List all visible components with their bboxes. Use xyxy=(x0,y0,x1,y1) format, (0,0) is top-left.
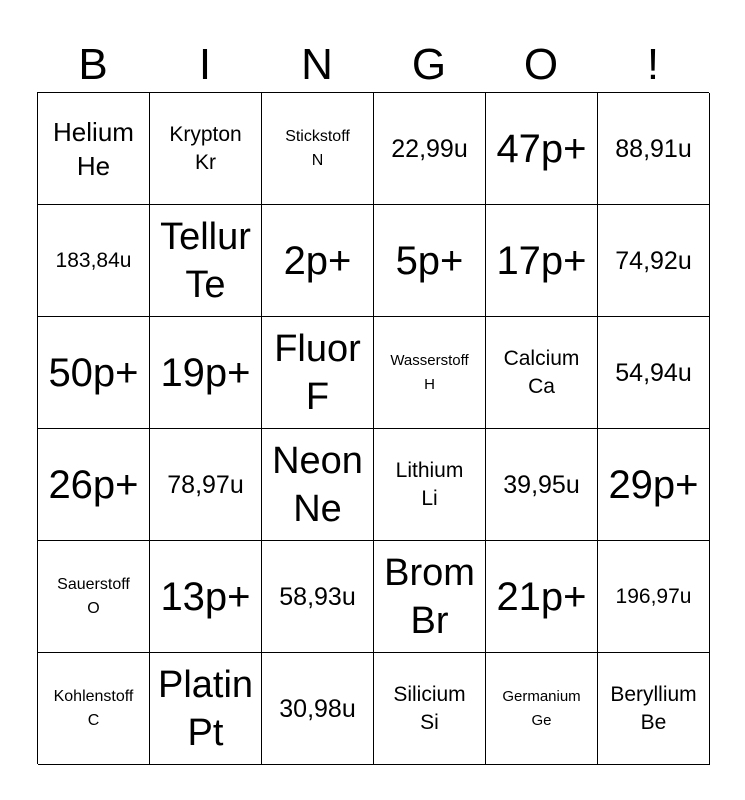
cell-primary-text: Platin xyxy=(157,663,254,706)
bingo-cell[interactable] xyxy=(38,541,150,653)
cell-symbol-text: Pt xyxy=(187,711,224,754)
bingo-cell[interactable] xyxy=(38,429,150,541)
cell-primary-text: 54,94u xyxy=(615,358,692,387)
cell-symbol-text: Ca xyxy=(528,374,555,398)
bingo-cell[interactable] xyxy=(150,653,262,765)
bingo-cell[interactable] xyxy=(262,653,374,765)
bingo-cell[interactable] xyxy=(598,429,710,541)
bingo-cell[interactable] xyxy=(150,317,262,429)
cell-primary-text: Sauerstoff xyxy=(57,575,130,593)
cell-symbol-text: Te xyxy=(185,263,226,306)
cell-primary-text: 26p+ xyxy=(48,462,139,507)
bingo-cell[interactable] xyxy=(374,429,486,541)
bingo-cell[interactable] xyxy=(38,93,150,205)
cell-primary-text: 183,84u xyxy=(55,248,132,272)
cell-primary-text: 19p+ xyxy=(160,350,251,395)
cell-symbol-text: C xyxy=(87,711,100,729)
cell-symbol-text: He xyxy=(76,150,111,181)
cell-symbol-text: Be xyxy=(640,710,667,734)
cell-primary-text: 50p+ xyxy=(48,350,139,395)
bingo-cell[interactable] xyxy=(598,653,710,765)
header-letter-exclamation: ! xyxy=(646,40,660,89)
bingo-cell[interactable] xyxy=(150,205,262,317)
cell-primary-text: Tellur xyxy=(160,215,251,258)
bingo-cell[interactable] xyxy=(150,541,262,653)
cell-symbol-text: Si xyxy=(420,710,439,734)
cell-primary-text: 58,93u xyxy=(279,582,356,611)
bingo-cell[interactable] xyxy=(38,317,150,429)
bingo-cell[interactable] xyxy=(374,317,486,429)
bingo-grid xyxy=(37,92,709,764)
cell-primary-text: 196,97u xyxy=(615,584,692,608)
cell-primary-text: Silicium xyxy=(393,682,466,706)
cell-symbol-text: Ne xyxy=(293,487,342,530)
bingo-header xyxy=(37,38,709,92)
bingo-cell[interactable] xyxy=(486,541,598,653)
cell-primary-text: 2p+ xyxy=(283,238,352,283)
bingo-cell[interactable] xyxy=(486,205,598,317)
cell-primary-text: Calcium xyxy=(503,346,580,370)
header-letter-g: G xyxy=(411,40,447,89)
cell-primary-text: 21p+ xyxy=(496,574,587,619)
bingo-cell[interactable] xyxy=(374,93,486,205)
cell-primary-text: Helium xyxy=(53,116,134,147)
bingo-cell[interactable] xyxy=(486,93,598,205)
bingo-cell[interactable] xyxy=(150,429,262,541)
cell-primary-text: 78,97u xyxy=(167,470,244,499)
cell-primary-text: Neon xyxy=(272,439,363,482)
cell-symbol-text: Ge xyxy=(531,711,552,729)
cell-primary-text: 5p+ xyxy=(395,238,464,283)
cell-primary-text: 39,95u xyxy=(503,470,580,499)
cell-symbol-text: Br xyxy=(410,599,449,642)
cell-primary-text: Lithium xyxy=(395,458,464,482)
header-letter-o: O xyxy=(523,40,559,89)
cell-primary-text: Fluor xyxy=(274,327,361,370)
bingo-cell[interactable] xyxy=(374,205,486,317)
bingo-cell[interactable] xyxy=(262,541,374,653)
bingo-cell[interactable] xyxy=(262,429,374,541)
bingo-cell[interactable] xyxy=(38,205,150,317)
bingo-cell[interactable] xyxy=(262,93,374,205)
cell-primary-text: Wasserstoff xyxy=(390,351,469,369)
cell-primary-text: 29p+ xyxy=(608,462,699,507)
bingo-cell[interactable] xyxy=(374,653,486,765)
bingo-cell[interactable] xyxy=(374,541,486,653)
cell-symbol-text: F xyxy=(305,375,330,418)
header-letter-b: B xyxy=(78,40,108,89)
bingo-cell[interactable] xyxy=(598,317,710,429)
bingo-cell[interactable] xyxy=(598,205,710,317)
bingo-cell[interactable] xyxy=(486,317,598,429)
cell-symbol-text: O xyxy=(87,599,100,617)
bingo-cell[interactable] xyxy=(598,93,710,205)
cell-symbol-text: N xyxy=(311,151,324,169)
bingo-cell[interactable] xyxy=(38,653,150,765)
cell-symbol-text: H xyxy=(424,375,435,393)
header-letter-n: N xyxy=(301,40,333,89)
bingo-cell[interactable] xyxy=(598,541,710,653)
cell-primary-text: 22,99u xyxy=(391,134,468,163)
cell-primary-text: Beryllium xyxy=(610,682,697,706)
bingo-cell[interactable] xyxy=(150,93,262,205)
cell-primary-text: 30,98u xyxy=(279,694,356,723)
cell-symbol-text: Kr xyxy=(195,150,216,174)
bingo-cell[interactable] xyxy=(486,653,598,765)
cell-primary-text: Kohlenstoff xyxy=(53,687,134,705)
cell-primary-text: 47p+ xyxy=(496,126,587,171)
cell-primary-text: Krypton xyxy=(169,122,242,146)
bingo-cell[interactable] xyxy=(262,317,374,429)
cell-primary-text: 17p+ xyxy=(496,238,587,283)
bingo-cell[interactable] xyxy=(486,429,598,541)
bingo-cell[interactable] xyxy=(262,205,374,317)
cell-symbol-text: Li xyxy=(421,486,438,510)
cell-primary-text: Germanium xyxy=(502,687,581,705)
cell-primary-text: 88,91u xyxy=(615,134,692,163)
header-letter-i: I xyxy=(198,40,212,89)
cell-primary-text: 74,92u xyxy=(615,246,692,275)
cell-primary-text: Stickstoff xyxy=(285,127,350,145)
cell-primary-text: Brom xyxy=(384,551,475,594)
cell-primary-text: 13p+ xyxy=(160,574,251,619)
